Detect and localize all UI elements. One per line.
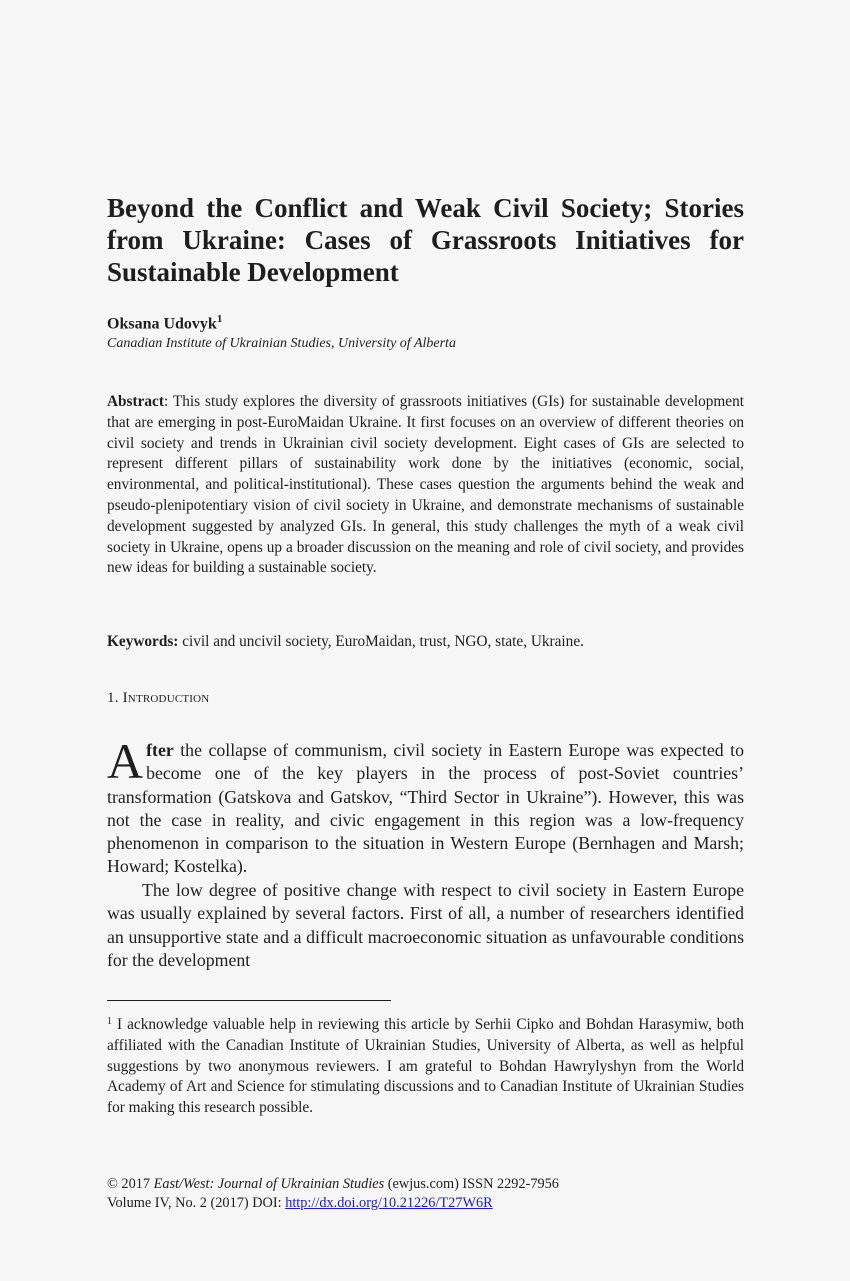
author-name	[107, 313, 222, 333]
section-title: Introduction	[122, 690, 210, 706]
author-affiliation: Canadian Institute of Ukrainian Studies, University of Alberta	[107, 336, 456, 351]
abstract	[107, 392, 744, 579]
footnote-divider	[107, 1000, 391, 1001]
footer-issn: (ewjus.com) ISSN 2292-7956	[384, 1176, 559, 1192]
author-name-text: Oksana Udovyk	[107, 315, 217, 333]
lead-word: fter	[146, 740, 174, 760]
footnote-mark: 1	[107, 1016, 112, 1027]
footer-copyright: © 2017	[107, 1176, 154, 1192]
body-paragraph-1-text: the collapse of communism, civil society in Eastern Europe was expected to become one of the key players in the process of post-Soviet countries’ transformation (Gatskova and Gatskov, “Third Sector in Ukraine”). However, this was not the case in reality, and civic engagement in this region was a low-frequency phenomenon in comparison to the situation in Western Europe (Bernhagen and Marsh; Howard; Kostelka).	[107, 740, 744, 877]
body-paragraph-1	[107, 733, 744, 879]
keywords-label: Keywords:	[107, 633, 179, 650]
drop-cap: A	[107, 733, 144, 789]
footer-journal-title: East/West: Journal of Ukrainian Studies	[153, 1176, 385, 1192]
keywords-text: civil and uncivil society, EuroMaidan, trust, NGO, state, Ukraine.	[178, 633, 584, 650]
section-heading	[107, 690, 209, 707]
paper-title: Beyond the Conflict and Weak Civil Society; Stories from Ukraine: Cases of Grassroots Initiatives for Sustainable Development	[107, 193, 744, 287]
paper-page	[107, 0, 744, 1281]
footer-line-2	[107, 1194, 744, 1213]
doi-link[interactable]: http://dx.doi.org/10.21226/T27W6R	[285, 1195, 493, 1211]
footnote	[107, 1015, 744, 1119]
footer-line-1	[107, 1175, 744, 1194]
author-footnote-mark[interactable]: 1	[216, 313, 223, 325]
section-number: 1.	[107, 690, 123, 706]
abstract-label: Abstract	[107, 393, 164, 410]
footnote-text: I acknowledge valuable help in reviewing this article by Serhii Cipko and Bohdan Harasymiw, both affiliated with the Canadian Institute of Ukrainian Studies, University of Alberta, as well as helpful suggestions by two anonymous reviewers. I am grateful to Bohdan Hawrylyshyn from the World Academy of Art and Science for stimulating discussions and to Canadian Institute of Ukrainian Studies for making this research possible.	[107, 1016, 744, 1117]
keywords	[107, 632, 744, 653]
journal-footer	[107, 1175, 744, 1213]
abstract-text: : This study explores the diversity of grassroots initiatives (GIs) for sustainable development that are emerging in post-EuroMaidan Ukraine. It first focuses on an overview of different theories on civil society and trends in Ukrainian civil society development. Eight cases of GIs are selected to represent different pillars of sustainability work done by the initiatives (economic, social, environmental, and political-institutional). These cases question the arguments behind the weak and pseudo-plenipotentiary vision of civil society in Ukraine, and demonstrate mechanisms of sustainable development suggested by analyzed GIs. In general, this study challenges the myth of a weak civil society in Ukraine, opens up a broader discussion on the meaning and role of civil society, and provides new ideas for building a sustainable society.	[107, 393, 744, 577]
footer-volume: Volume IV, No. 2 (2017) DOI:	[107, 1195, 286, 1211]
body-paragraph-2: The low degree of positive change with respect to civil society in Eastern Europe was usually explained by several factors. First of all, a number of researchers identified an unsupportive state and a difficult macroeconomic situation as unfavourable conditions for the development	[107, 880, 744, 970]
